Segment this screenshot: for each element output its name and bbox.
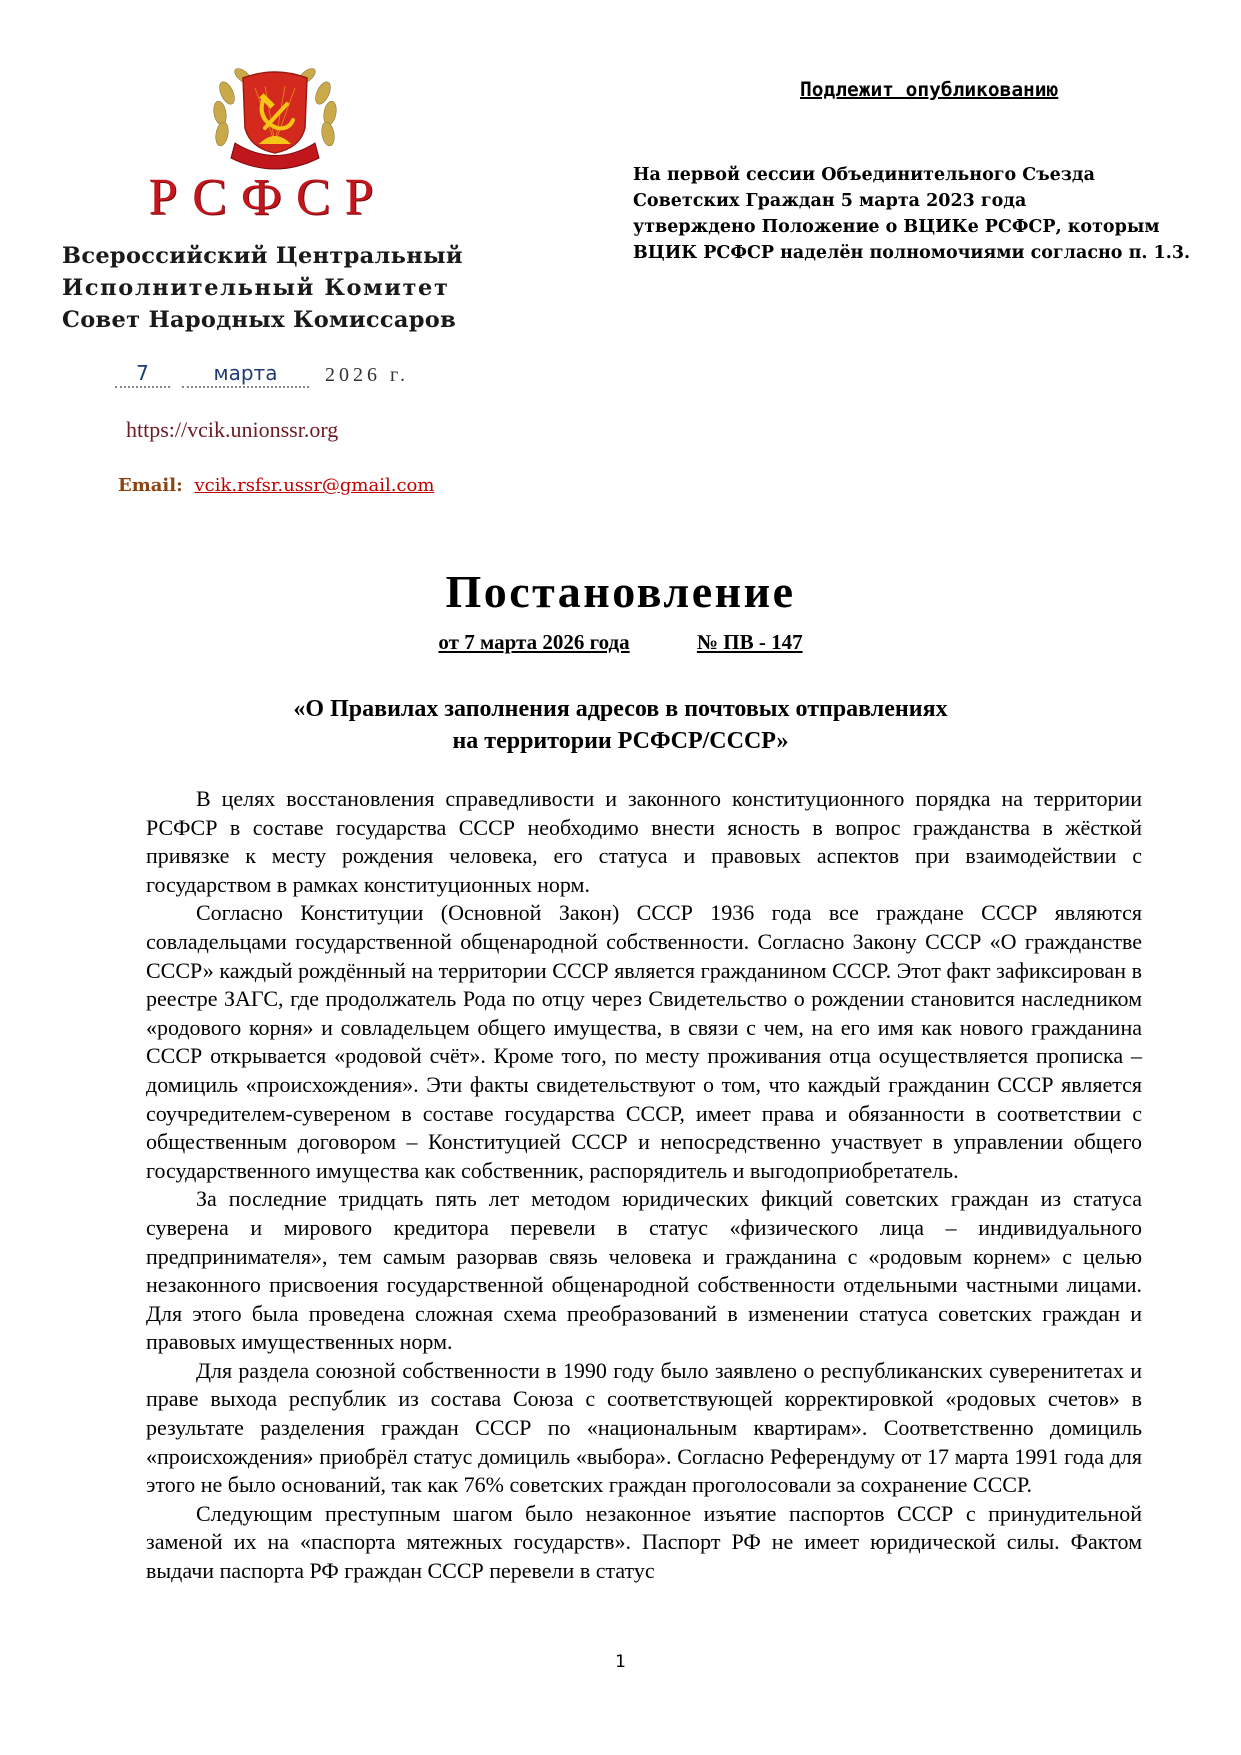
session-note	[633, 162, 1223, 266]
document-title: Постановление	[445, 566, 796, 617]
subject-line: «О Правилах заполнения адресов в почтовых отправлениях	[293, 696, 948, 722]
document-number: № ПВ - 147	[696, 630, 803, 654]
session-note-line: На первой сессии Объединительного Съезда	[633, 165, 1095, 185]
email-label: Email:	[118, 475, 183, 496]
date-month: марта	[182, 360, 309, 388]
email-link[interactable]: vcik.rsfsr.ussr@gmail.com	[194, 475, 435, 496]
date-day: 7	[115, 360, 170, 388]
republic-abbreviation: РСФСР	[148, 169, 388, 226]
document-subject	[0, 693, 1241, 757]
session-note-line: утверждено Положение о ВЦИКе РСФСР, которым	[633, 217, 1160, 237]
subject-line: на территории РСФСР/СССР»	[452, 728, 789, 754]
org-name-line: Совет Народных Комиссаров	[62, 307, 457, 333]
document-date: от 7 марта 2026 года	[438, 630, 630, 654]
coat-of-arms-icon	[205, 58, 345, 176]
org-name-line: Исполнительный Комитет	[62, 275, 450, 301]
body-paragraph: Следующим преступным шагом было незаконное изъятие паспортов СССР с принудительной заменой их на «паспорта мятежных государств». Паспорт РФ не имеет юридической силы. Фактом выдачи паспорта РФ граждан СССР перевели в статус	[146, 1500, 1142, 1584]
date-year: 2026 г.	[325, 364, 409, 386]
website-link[interactable]: https://vcik.unionssr.org	[126, 417, 339, 442]
body-paragraph: Согласно Конституции (Основной Закон) СССР 1936 года все граждане СССР являются совладельцами государственной общенародной собственности. Согласно Закону СССР «О гражданстве СССР» каждый рождённый на территории СССР является гражданином СССР. Этот факт зафиксирован в реестре ЗАГС, где продолжатель Рода по отцу через Свидетельство о рождении становится наследником «родового корня» и совладельцем общего имущества, в связи с чем, на его имя как нового гражданина СССР открывается «родовой счёт». Кроме того, по месту проживания отца осуществляется прописка – домициль «происхождения». Эти факты свидетельствуют о том, что каждый гражданин СССР является соучредителем-сувереном в составе государства СССР, имеет права и обязанности в соответствии с общественным договором – Конституцией СССР и непосредственно участвует в управлении общего государственного имущества как собственник, распорядитель и выгодоприобретатель.	[146, 900, 1142, 1183]
document-body	[146, 785, 1142, 1586]
page-number: 1	[615, 1652, 626, 1672]
body-paragraph: Для раздела союзной собственности в 1990 году было заявлено о республиканских суверенитетах и праве выхода республик из состава Союза с соответствующей корректировкой «родовых счетов» в результате разделения граждан СССР по «национальным квартирам». Соответственно домициль «происхождения» приобрёл статус домициль «выбора». Согласно Референдуму от 17 марта 1991 года для этого не было оснований, так как 76% советских граждан проголосовали за сохранение СССР.	[146, 1357, 1142, 1498]
body-paragraph: За последние тридцать пять лет методом юридических фикций советских граждан из статуса суверена и мирового кредитора перевели в статус «физического лица – индивидуального предпринимателя», тем самым разорвав связь человека и гражданина с «родовым корнем» с целью незаконного присвоения государственной общенародной собственности отдельными частными лицами. Для этого была проведена сложная схема преобразований в изменении статуса советских граждан и правовых имущественных норм.	[146, 1186, 1142, 1355]
org-name-line: Всероссийский Центральный	[62, 243, 463, 269]
email-row	[118, 475, 434, 496]
publish-note: Подлежит опубликованию	[800, 78, 1059, 101]
document-meta	[0, 630, 1241, 655]
session-note-line: ВЦИК РСФСР наделён полномочиями согласно п. 1.3.	[633, 243, 1191, 263]
body-paragraph: В целях восстановления справедливости и законного конституционного порядка на территории РСФСР в составе государства СССР необходимо внести ясность в вопрос гражданства в жёсткой привязке к месту рождения человека, его статуса и правовых аспектов при взаимодействии с государством в рамках конституционных норм.	[146, 786, 1142, 897]
session-note-line: Советских Граждан 5 марта 2023 года	[633, 191, 1027, 211]
organization-name	[62, 240, 482, 336]
